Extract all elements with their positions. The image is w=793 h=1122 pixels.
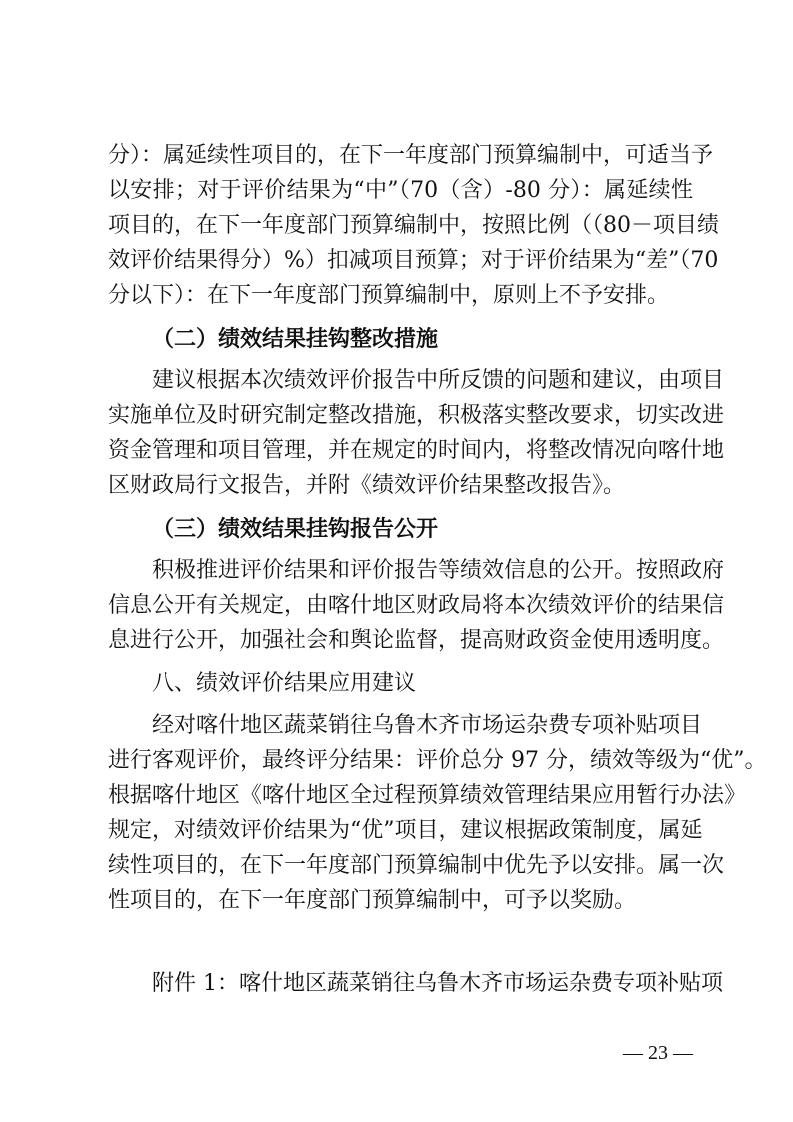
text-line: 积极推进评价结果和评价报告等绩效信息的公开。按照政府	[152, 558, 725, 583]
section-heading: （二）绩效结果挂钩整改措施	[152, 326, 439, 352]
text-line: 进行客观评价，最终评分结果：评价总分 97 分，绩效等级为“优”。	[108, 748, 767, 773]
text-line: 实施单位及时研究制定整改措施，积极落实整改要求，切实改进	[108, 403, 725, 428]
section-heading: 八、绩效评价结果应用建议	[152, 671, 417, 696]
text-line: 信息公开有关规定，由喀什地区财政局将本次绩效评价的结果信	[108, 593, 725, 618]
text-line: 经对喀什地区蔬菜销往乌鲁木齐市场运杂费专项补贴项目	[152, 713, 703, 738]
text-line: 分以下）：在下一年度部门预算编制中，原则上不予安排。	[108, 283, 670, 308]
text-line: 资金管理和项目管理，并在规定的时间内，将整改情况向喀什地	[108, 438, 725, 463]
text-line: 续性项目的，在下一年度部门预算编制中优先予以安排。属一次	[108, 853, 725, 878]
section-heading: （三）绩效结果挂钩报告公开	[152, 516, 439, 542]
text-line: 根据喀什地区《喀什地区全过程预算绩效管理结果应用暂行办法》	[108, 783, 747, 808]
text-line: 项目的，在下一年度部门预算编制中，按照比例（（80－项目绩	[108, 213, 719, 238]
attachment-line: 附件 1：喀什地区蔬菜销往乌鲁木齐市场运杂费专项补贴项	[152, 971, 723, 996]
text-line: 以安排；对于评价结果为“中”（70（含）-80 分）：属延续性	[108, 178, 693, 203]
page-number: — 23 —	[623, 1042, 693, 1064]
text-line: 性项目的，在下一年度部门预算编制中，可予以奖励。	[108, 888, 637, 913]
text-line: 分）：属延续性项目的，在下一年度部门预算编制中，可适当予	[108, 143, 714, 168]
text-line: 建议根据本次绩效评价报告中所反馈的问题和建议，由项目	[152, 368, 725, 393]
text-line: 效评价结果得分）%）扣减项目预算；对于评价结果为“差”（70	[108, 248, 719, 273]
text-line: 规定，对绩效评价结果为“优”项目，建议根据政策制度，属延	[108, 818, 703, 843]
text-line: 息进行公开，加强社会和舆论监督，提高财政资金使用透明度。	[108, 628, 725, 653]
text-line: 区财政局行文报告，并附《绩效评价结果整改报告》。	[108, 473, 626, 498]
